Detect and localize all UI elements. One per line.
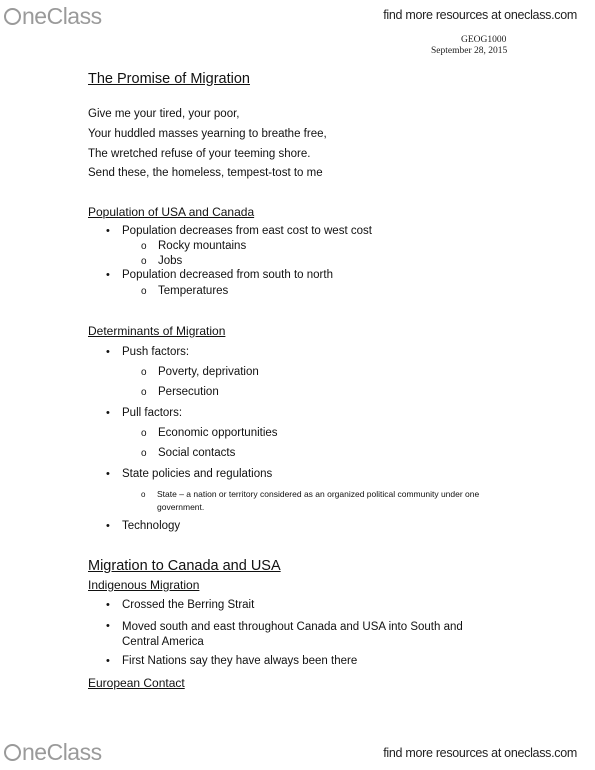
sub-bullet-icon: o [141,490,146,499]
logo-circle-icon [4,8,21,25]
bullet-icon: • [106,599,110,611]
determinants-heading: Determinants of Migration [88,324,226,338]
population-heading: Population of USA and Canada [88,205,255,219]
logo-text: neClass [22,739,102,765]
state-definition: State – a nation or territory considered as an organized political community under one government. [157,489,480,512]
push-factors: Push factors: [122,346,190,358]
pull-factor-1: Economic opportunities [158,427,278,439]
push-factor-2: Persecution [158,386,219,398]
sub-bullet-icon: o [141,286,147,297]
population-item-2-sub-1: Temperatures [158,285,229,297]
find-more-link[interactable]: find more resources at oneclass.com [383,8,577,22]
sub-bullet-icon: o [141,387,147,398]
technology: Technology [122,520,181,532]
poem-line-2: Your huddled masses yearning to breathe free, [88,128,327,140]
course-meta [431,35,507,57]
indigenous-item-1: Crossed the Berring Strait [122,599,255,611]
indigenous-item-2: Moved south and east throughout Canada and USA into South and Central America [122,621,463,648]
sub-bullet-icon: o [141,428,147,439]
population-item-2: Population decreased from south to north [122,269,333,281]
sub-bullet-icon: o [141,241,147,252]
course-code: GEOG1000 [461,35,507,45]
bullet-icon: • [106,468,110,480]
bullet-icon: • [106,520,110,532]
bullet-icon: • [106,225,110,237]
push-factor-1: Poverty, deprivation [158,366,259,378]
state-policies: State policies and regulations [122,468,273,480]
pull-factor-2: Social contacts [158,447,236,459]
european-heading: European Contact [88,676,185,690]
oneclass-logo-footer [4,741,102,764]
indigenous-heading: Indigenous Migration [88,578,200,592]
sub-bullet-icon: o [141,367,147,378]
population-item-1-sub-2: Jobs [158,255,183,267]
page-title: The Promise of Migration [88,71,250,87]
note-date: September 28, 2015 [431,46,508,56]
sub-bullet-icon: o [141,448,147,459]
logo-circle-icon [4,744,21,761]
population-item-1-sub-1: Rocky mountains [158,240,247,252]
sub-bullet-icon: o [141,256,147,267]
poem-line-3: The wretched refuse of your teeming shore. [88,148,311,160]
pull-factors: Pull factors: [122,407,183,419]
bullet-icon: • [106,407,110,419]
find-more-link-footer[interactable]: find more resources at oneclass.com [383,746,577,760]
poem-line-4: Send these, the homeless, tempest-tost to me [88,167,323,179]
indigenous-item-3: First Nations say they have always been there [122,655,358,667]
bullet-icon: • [106,269,110,281]
bullet-icon: • [106,346,110,358]
bullet-icon: • [106,655,110,667]
migration-heading: Migration to Canada and USA [88,558,281,574]
bullet-icon: • [106,620,110,632]
logo-text: neClass [22,3,102,29]
poem-line-1: Give me your tired, your poor, [88,108,240,120]
oneclass-logo [4,5,102,28]
population-item-1: Population decreases from east cost to west cost [122,225,372,237]
